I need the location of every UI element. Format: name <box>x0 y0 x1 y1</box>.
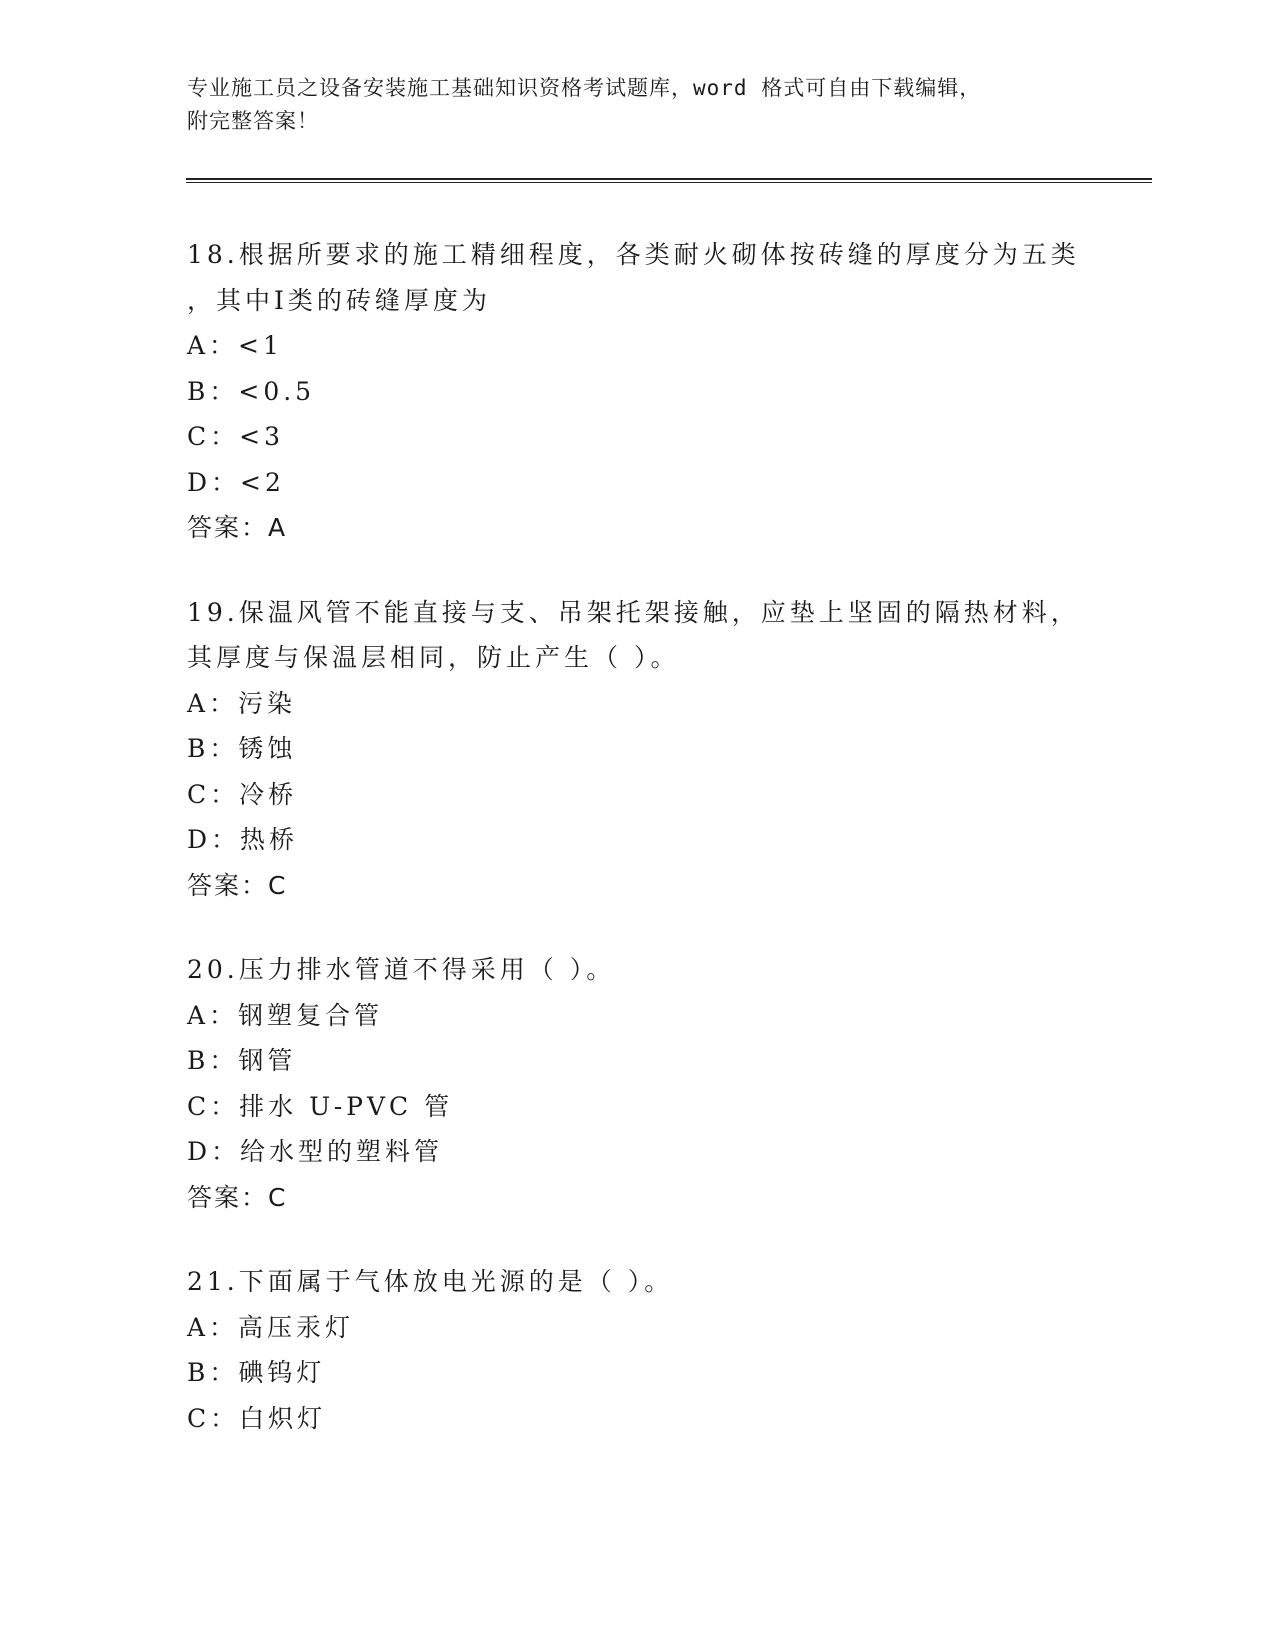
answer-line: 答案：C <box>187 870 288 900</box>
question-21 <box>187 1259 1147 1441</box>
option-c: C：白炽灯 <box>187 1403 327 1433</box>
answer-line: 答案：C <box>187 1182 288 1212</box>
option-c: C：排水 U-PVC 管 <box>187 1091 454 1121</box>
question-20 <box>187 947 1147 1220</box>
document-header <box>187 72 1087 138</box>
question-stem-line: 18.根据所要求的施工精细程度，各类耐火砌体按砖缝的厚度分为五类 <box>187 240 1080 269</box>
header-divider <box>186 178 1152 183</box>
option-b: B：锈蚀 <box>187 734 297 763</box>
option-b: B：<0.5 <box>187 376 316 406</box>
option-d: D：热桥 <box>187 825 299 854</box>
option-b: B：碘钨灯 <box>187 1358 326 1387</box>
question-stem-line: 20.压力排水管道不得采用（ ）。 <box>187 955 616 984</box>
option-a: A：污染 <box>187 688 297 718</box>
answer-line: 答案：A <box>187 513 288 542</box>
option-d: D：给水型的塑料管 <box>187 1137 444 1166</box>
option-d: D：<2 <box>187 467 285 497</box>
question-stem-line: 21.下面属于气体放电光源的是（ ）。 <box>187 1267 674 1296</box>
option-c: C：<3 <box>187 422 284 451</box>
option-a: A：<1 <box>187 331 283 360</box>
question-18 <box>187 232 1147 551</box>
option-a: A：钢塑复合管 <box>187 1000 384 1030</box>
question-19 <box>187 590 1147 909</box>
question-stem-line: 19.保温风管不能直接与支、吊架托架接触，应垫上坚固的隔热材料， <box>187 597 1080 627</box>
question-stem-line: 其厚度与保温层相同，防止产生（ ）。 <box>187 643 680 672</box>
header-line-1: 专业施工员之设备安装施工基础知识资格考试题库，word 格式可自由下载编辑， <box>187 76 982 100</box>
option-c: C：冷桥 <box>187 779 298 809</box>
option-b: B：钢管 <box>187 1046 297 1075</box>
header-line-2: 附完整答案！ <box>187 109 319 133</box>
question-stem-line: ，其中Ⅰ类的砖缝厚度为 <box>187 285 491 315</box>
question-list <box>187 232 1147 1480</box>
option-a: A：高压汞灯 <box>187 1312 355 1342</box>
